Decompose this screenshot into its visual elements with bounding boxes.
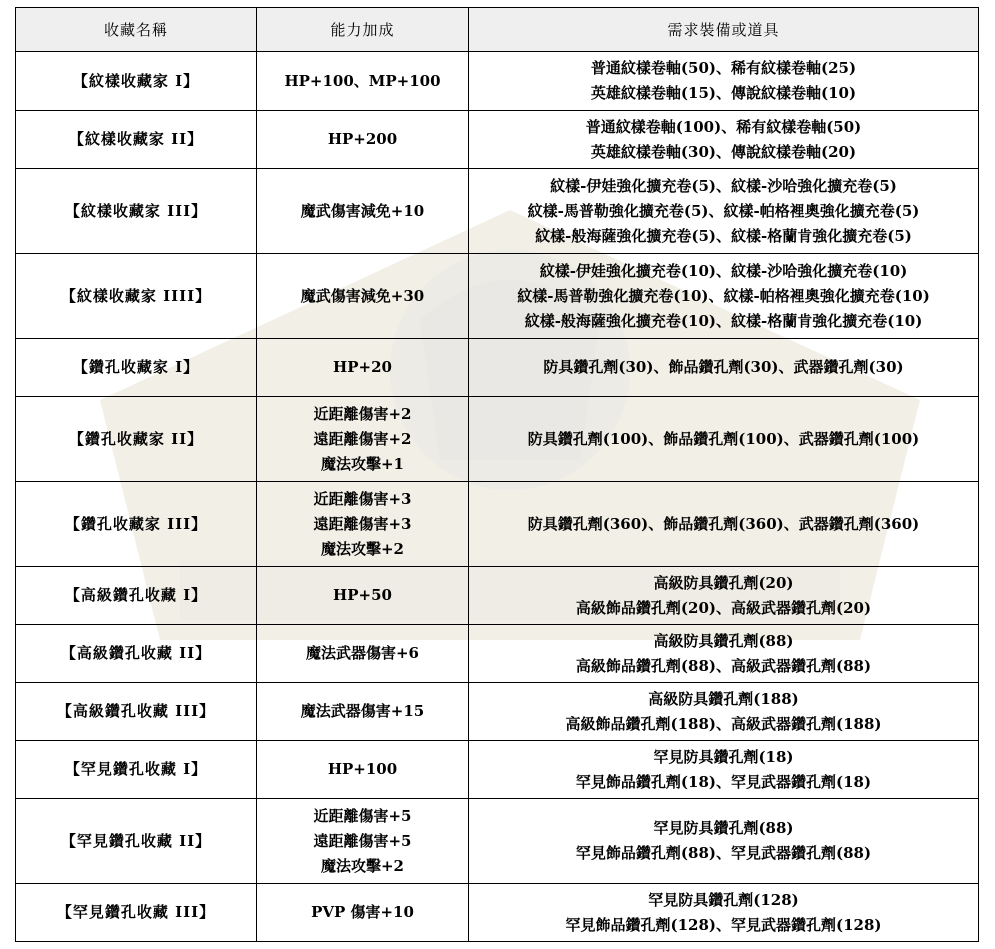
requirement-cell: [469, 111, 979, 169]
bonus-line: 近距離傷害+5: [313, 806, 412, 825]
ability-bonus-cell: [257, 397, 469, 482]
bonus-line: 魔法攻擊+2: [320, 539, 404, 558]
table-row: [16, 339, 979, 397]
ability-bonus-cell: [257, 254, 469, 339]
bonus-line: HP+100: [327, 760, 398, 778]
collection-table: [15, 7, 979, 942]
requirement-line: 高級飾品鑽孔劑(188)、高級武器鑽孔劑(188): [565, 714, 882, 733]
requirement-cell: [469, 254, 979, 339]
requirement-line: 紋樣-伊娃強化擴充卷(5)、紋樣-沙哈強化擴充卷(5): [550, 176, 897, 195]
table-row: [16, 799, 979, 884]
bonus-line: 遠距離傷害+5: [313, 831, 412, 850]
requirement-line: 高級飾品鑽孔劑(88)、高級武器鑽孔劑(88): [575, 656, 872, 675]
ability-bonus-cell: [257, 741, 469, 799]
collection-name-cell: 【罕見鑽孔收藏 I】: [16, 741, 257, 799]
collection-name-cell: 【罕見鑽孔收藏 III】: [16, 884, 257, 942]
requirement-cell: [469, 397, 979, 482]
table-row: [16, 111, 979, 169]
table-row: [16, 567, 979, 625]
bonus-line: 魔法武器傷害+6: [305, 644, 419, 662]
ability-bonus-cell: [257, 52, 469, 111]
requirement-line: 罕見飾品鑽孔劑(88)、罕見武器鑽孔劑(88): [575, 844, 872, 862]
requirement-cell: [469, 482, 979, 567]
header-collection-name: 收藏名稱: [16, 8, 257, 52]
ability-bonus-cell: [257, 111, 469, 169]
requirement-line: 罕見防具鑽孔劑(18): [653, 747, 794, 766]
requirement-line: 英雄紋樣卷軸(15)、傳說紋樣卷軸(10): [590, 84, 857, 102]
requirement-cell: [469, 169, 979, 254]
requirement-line: 罕見防具鑽孔劑(88): [653, 819, 794, 837]
requirement-line: 英雄紋樣卷軸(30)、傳說紋樣卷軸(20): [590, 142, 857, 161]
ability-bonus-cell: [257, 799, 469, 884]
ability-bonus-cell: [257, 683, 469, 741]
ability-bonus-cell: [257, 567, 469, 625]
requirement-line: 防具鑽孔劑(30)、飾品鑽孔劑(30)、武器鑽孔劑(30): [543, 358, 904, 376]
table-row: [16, 254, 979, 339]
requirement-line: 紋樣-馬普勒強化擴充卷(10)、紋樣-帕格裡奧強化擴充卷(10): [517, 286, 930, 305]
bonus-line: HP+100、MP+100: [284, 71, 441, 90]
bonus-line: 魔法攻擊+1: [320, 454, 404, 473]
bonus-line: HP+200: [327, 130, 398, 148]
requirement-line: 紋樣-般海薩強化擴充卷(10)、紋樣-格蘭肯強化擴充卷(10): [524, 311, 923, 330]
ability-bonus-cell: [257, 625, 469, 683]
requirement-cell: [469, 339, 979, 397]
ability-bonus-cell: [257, 339, 469, 397]
collection-name-cell: 【鑽孔收藏家 I】: [16, 339, 257, 397]
table-row: [16, 169, 979, 254]
requirement-line: 普通紋樣卷軸(100)、稀有紋樣卷軸(50): [585, 117, 862, 136]
collection-name-cell: 【鑽孔收藏家 II】: [16, 397, 257, 482]
collection-name-cell: 【高級鑽孔收藏 I】: [16, 567, 257, 625]
requirement-line: 高級防具鑽孔劑(88): [653, 631, 794, 650]
bonus-line: 遠距離傷害+2: [313, 429, 412, 448]
requirement-line: 紋樣-馬普勒強化擴充卷(5)、紋樣-帕格裡奧強化擴充卷(5): [527, 201, 920, 220]
requirement-cell: [469, 799, 979, 884]
bonus-line: PVP 傷害+10: [311, 903, 414, 921]
bonus-line: 魔武傷害減免+30: [300, 286, 425, 305]
collection-name-cell: 【高級鑽孔收藏 III】: [16, 683, 257, 741]
collection-name-cell: 【紋樣收藏家 IIII】: [16, 254, 257, 339]
bonus-line: HP+20: [333, 358, 392, 376]
collection-name-cell: 【鑽孔收藏家 III】: [16, 482, 257, 567]
requirement-line: 防具鑽孔劑(360)、飾品鑽孔劑(360)、武器鑽孔劑(360): [527, 514, 920, 533]
requirement-cell: [469, 625, 979, 683]
requirement-line: 紋樣-伊娃強化擴充卷(10)、紋樣-沙哈強化擴充卷(10): [539, 261, 908, 280]
collection-name-cell: 【高級鑽孔收藏 II】: [16, 625, 257, 683]
requirement-cell: [469, 884, 979, 942]
requirement-line: 普通紋樣卷軸(50)、稀有紋樣卷軸(25): [590, 59, 857, 77]
table-header-row: [16, 8, 979, 52]
requirement-line: 罕見飾品鑽孔劑(18)、罕見武器鑽孔劑(18): [575, 772, 872, 791]
ability-bonus-cell: [257, 884, 469, 942]
table-row: [16, 625, 979, 683]
requirement-cell: [469, 683, 979, 741]
collection-name-cell: 【罕見鑽孔收藏 II】: [16, 799, 257, 884]
bonus-line: 近距離傷害+3: [313, 489, 412, 508]
requirement-line: 高級飾品鑽孔劑(20)、高級武器鑽孔劑(20): [575, 598, 872, 617]
table-row: [16, 397, 979, 482]
table-row: [16, 482, 979, 567]
collection-name-cell: 【紋樣收藏家 I】: [16, 52, 257, 111]
requirement-line: 罕見防具鑽孔劑(128): [648, 890, 799, 909]
requirement-cell: [469, 567, 979, 625]
table-row: [16, 884, 979, 942]
header-ability-bonus: 能力加成: [257, 8, 469, 52]
requirement-cell: [469, 52, 979, 111]
requirement-line: 紋樣-般海薩強化擴充卷(5)、紋樣-格蘭肯強化擴充卷(5): [535, 226, 912, 245]
requirement-line: 高級防具鑽孔劑(20): [653, 573, 794, 592]
requirement-line: 罕見飾品鑽孔劑(128)、罕見武器鑽孔劑(128): [565, 915, 882, 934]
table-row: [16, 52, 979, 111]
bonus-line: HP+50: [333, 586, 392, 604]
requirement-line: 高級防具鑽孔劑(188): [648, 689, 799, 708]
table-row: [16, 683, 979, 741]
header-requirements: 需求裝備或道具: [469, 8, 979, 52]
bonus-line: 魔法武器傷害+15: [300, 702, 425, 720]
requirement-line: 防具鑽孔劑(100)、飾品鑽孔劑(100)、武器鑽孔劑(100): [527, 429, 920, 448]
bonus-line: 近距離傷害+2: [313, 404, 412, 423]
ability-bonus-cell: [257, 169, 469, 254]
collection-name-cell: 【紋樣收藏家 II】: [16, 111, 257, 169]
bonus-line: 遠距離傷害+3: [313, 514, 412, 533]
ability-bonus-cell: [257, 482, 469, 567]
requirement-cell: [469, 741, 979, 799]
collection-name-cell: 【紋樣收藏家 III】: [16, 169, 257, 254]
bonus-line: 魔法攻擊+2: [320, 856, 404, 875]
table-row: [16, 741, 979, 799]
bonus-line: 魔武傷害減免+10: [300, 201, 425, 220]
